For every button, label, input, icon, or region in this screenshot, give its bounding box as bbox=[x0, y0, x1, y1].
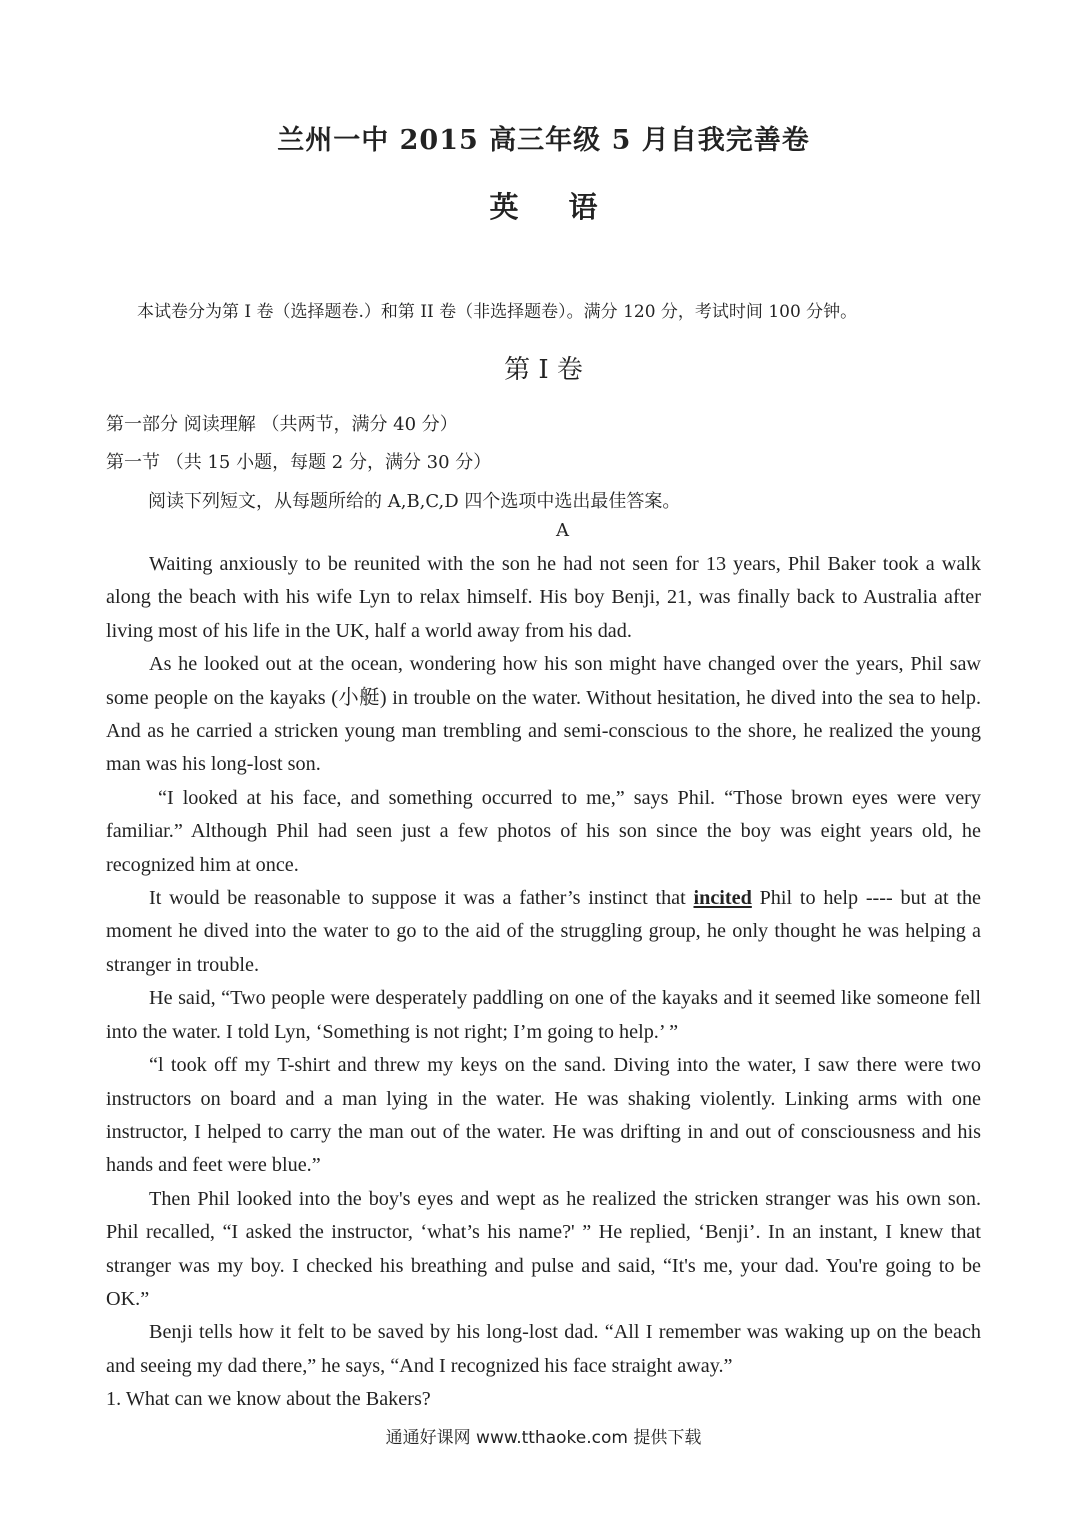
footer-watermark: 通通好课网 www.tthaoke.com 提供下载 bbox=[385, 1428, 702, 1448]
paragraph-4 bbox=[106, 882, 981, 982]
subject-title: 英 语 bbox=[489, 190, 598, 224]
underlined-word: incited bbox=[693, 887, 752, 910]
paragraph-2: As he looked out at the ocean, wondering how his son might have changed over the years, Phil saw some people on the kayaks (小艇) in trouble on the water. Without hesitation, he dived into the sea to help. And as he carried a stricken young man trembling and semi-conscious to the shore, he realized the young man was his long-lost son. bbox=[106, 653, 981, 776]
exam-title: 兰州一中 2015 高三年级 5 月自我完善卷 bbox=[277, 125, 810, 156]
subsection-heading: 第一节 （共 15 小题，每题 2 分，满分 30 分） bbox=[106, 452, 492, 473]
exam-intro: 本试卷分为第 I 卷（选择题卷.）和第 II 卷（非选择题卷）。满分 120 分，考试时间 100 分钟。 bbox=[137, 302, 858, 322]
instruction-text: 阅读下列短文，从每题所给的 A,B,C,D 四个选项中选出最佳答案。 bbox=[148, 491, 681, 512]
passage-a bbox=[106, 548, 981, 1417]
paragraph-6: “l took off my T-shirt and threw my keys on the sand. Diving into the water, I saw there were two instructors on board and a man lying in the water. He was shaking violently. Linking arms with one instructor, I helped to carry the man out of the water. He was drifting in and out of consciousness and his hands and feet were blue.” bbox=[106, 1054, 981, 1177]
paragraph-1: Waiting anxiously to be reunited with the son he had not seen for 13 years, Phil Baker took a walk along the beach with his wife Lyn to relax himself. His boy Benji, 21, was finally back to Australia after living most of his life in the UK, half a world away from his dad. bbox=[106, 553, 981, 642]
passage-letter: A bbox=[556, 520, 569, 541]
paragraph-5: He said, “Two people were desperately paddling on one of the kayaks and it seemed like someone fell into the water. I told Lyn, ‘Something is not right; I’m going to help.’ ” bbox=[106, 987, 981, 1043]
paragraph-4-before: It would be reasonable to suppose it was a father’s instinct that bbox=[149, 887, 694, 910]
volume-title: 第 I 卷 bbox=[504, 355, 583, 385]
paragraph-4-after: Phil to help ---- but at the moment he dived into the water to go to the aid of the struggling group, he only thought he was helping a stranger in trouble. bbox=[106, 887, 981, 976]
paragraph-8: Benji tells how it felt to be saved by his long-lost dad. “All I remember was waking up on the beach and seeing my dad there,” he says, “And I recognized his face straight away.” bbox=[106, 1321, 981, 1377]
part-heading: 第一部分 阅读理解 （共两节，满分 40 分） bbox=[106, 414, 458, 435]
paragraph-7: Then Phil looked into the boy's eyes and wept as he realized the stricken stranger was his own son. Phil recalled, “I asked the instructor, ‘what’s his name?' ” He replied, ‘Benji’. In an instant, I knew that stranger was my boy. I checked his breathing and pulse and said, “It's me, your dad. You're going to be OK.” bbox=[106, 1187, 981, 1310]
question-1: 1. What can we know about the Bakers? bbox=[106, 1388, 431, 1411]
paragraph-3: “I looked at his face, and something occurred to me,” says Phil. “Those brown eyes were very familiar.” Although Phil had seen just a few photos of his son since the boy was eight years old, he recognized him at once. bbox=[106, 786, 981, 876]
